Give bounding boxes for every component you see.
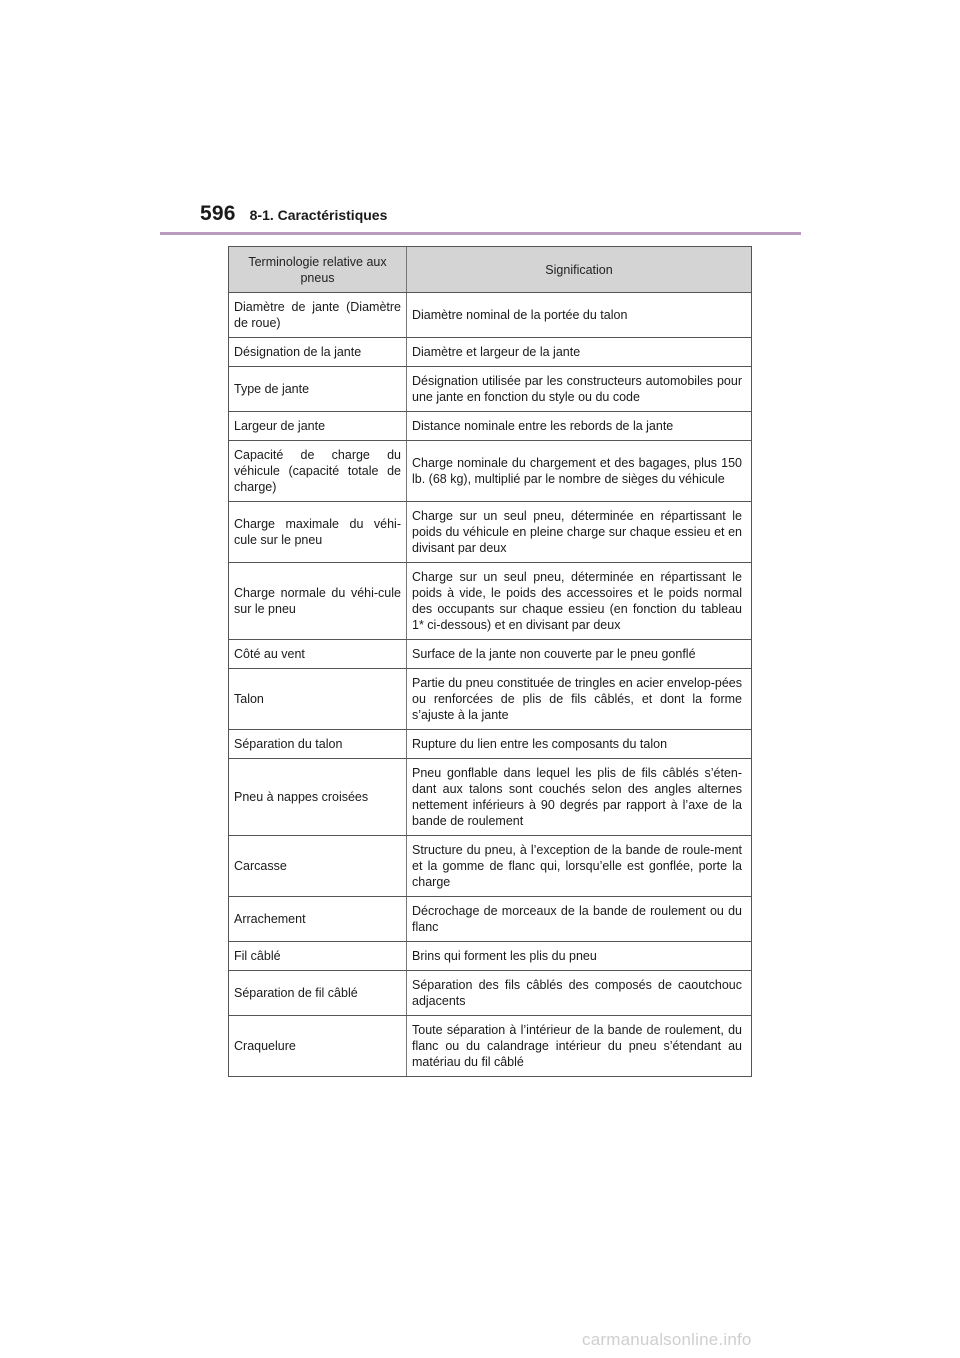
page-number: 596 [200,202,236,225]
header-rule [160,232,801,235]
term-cell: Arrachement [229,897,407,942]
table-row [229,367,752,412]
table-row [229,971,752,1016]
table-body [229,293,752,1077]
meaning-cell: Partie du pneu constituée de tringles en acier envelop-pées ou renforcées de plis de fils câblés, et dont la forme s’ajuste à la jante [407,669,752,730]
table-row [229,293,752,338]
meaning-cell: Diamètre nominal de la portée du talon [407,293,752,338]
term-cell: Côté au vent [229,640,407,669]
table-row [229,412,752,441]
table-row [229,502,752,563]
term-cell: Talon [229,669,407,730]
term-cell: Désignation de la jante [229,338,407,367]
term-cell: Charge normale du véhi-cule sur le pneu [229,563,407,640]
table-row [229,730,752,759]
meaning-cell: Structure du pneu, à l’exception de la bande de roule-ment et la gomme de flanc qui, lorsqu’elle est gonflée, porte la charge [407,836,752,897]
table-header-row [229,247,752,293]
tire-terminology-table [228,246,752,1077]
term-cell: Largeur de jante [229,412,407,441]
term-cell: Type de jante [229,367,407,412]
term-cell: Séparation du talon [229,730,407,759]
meaning-cell: Charge sur un seul pneu, déterminée en répartissant le poids à vide, le poids des accessoires et le poids normal des occupants sur chaque essieu (en fonction du tableau 1* ci-dessous) et en divisant par deux [407,563,752,640]
meaning-cell: Séparation des fils câblés des composés de caoutchouc adjacents [407,971,752,1016]
meaning-cell: Charge nominale du chargement et des bagages, plus 150 lb. (68 kg), multiplié par le nombre de sièges du véhicule [407,441,752,502]
meaning-cell: Diamètre et largeur de la jante [407,338,752,367]
term-cell: Craquelure [229,1016,407,1077]
term-cell: Séparation de fil câblé [229,971,407,1016]
term-cell: Capacité de charge du véhicule (capacité totale de charge) [229,441,407,502]
table-row [229,338,752,367]
meaning-cell: Charge sur un seul pneu, déterminée en répartissant le poids du véhicule en pleine charge sur chaque essieu et en divisant par deux [407,502,752,563]
table-row [229,441,752,502]
meaning-cell: Distance nominale entre les rebords de la jante [407,412,752,441]
table-row [229,759,752,836]
column-header-term: Terminologie relative aux pneus [229,247,407,293]
watermark: carmanualsonline.info [582,1330,752,1349]
term-cell: Charge maximale du véhi-cule sur le pneu [229,502,407,563]
meaning-cell: Brins qui forment les plis du pneu [407,942,752,971]
meaning-cell: Décrochage de morceaux de la bande de roulement ou du flanc [407,897,752,942]
meaning-cell: Rupture du lien entre les composants du talon [407,730,752,759]
meaning-cell: Surface de la jante non couverte par le pneu gonflé [407,640,752,669]
table-row [229,897,752,942]
table-row [229,1016,752,1077]
table-row [229,669,752,730]
table-row [229,836,752,897]
table-row [229,640,752,669]
term-cell: Pneu à nappes croisées [229,759,407,836]
table-row [229,942,752,971]
meaning-cell: Pneu gonflable dans lequel les plis de fils câblés s’éten-dant aux talons sont couchés selon des angles alternes nettement inférieurs à 90 degrés par rapport à l’axe de la bande de roulement [407,759,752,836]
page-header [200,202,387,226]
section-title: 8-1. Caractéristiques [249,207,388,223]
term-cell: Diamètre de jante (Diamètre de roue) [229,293,407,338]
column-header-meaning: Signification [407,247,752,293]
term-cell: Fil câblé [229,942,407,971]
term-cell: Carcasse [229,836,407,897]
meaning-cell: Désignation utilisée par les constructeurs automobiles pour une jante en fonction du style ou du code [407,367,752,412]
meaning-cell: Toute séparation à l’intérieur de la bande de roulement, du flanc ou du calandrage intérieur du pneu s’étendant au matériau du fil câblé [407,1016,752,1077]
table-row [229,563,752,640]
